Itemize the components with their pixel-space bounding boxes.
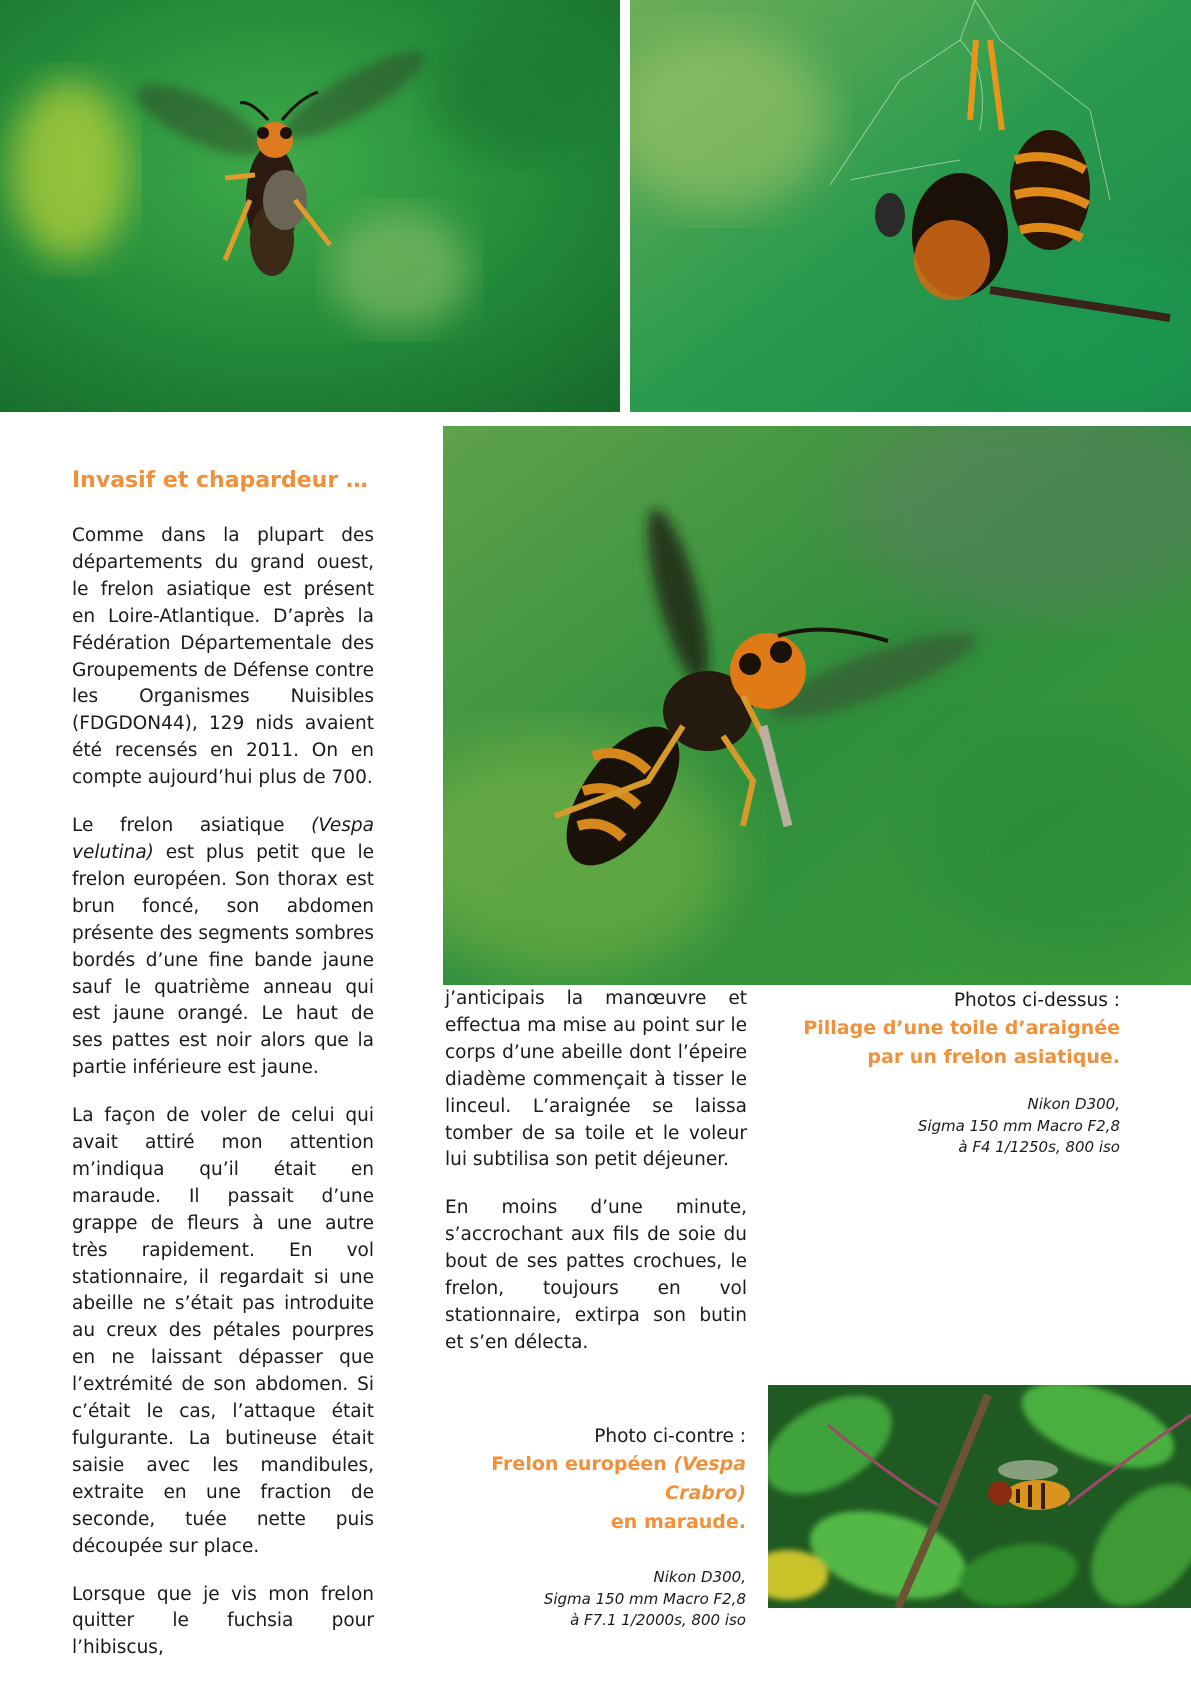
camera-lens: Sigma 150 mm Macro F2,8 (543, 1589, 746, 1608)
paragraph-intro: Comme dans la plupart des départements du grand ouest, le frelon asiatique est présent en Loire-Atlantique. D’après la Fédération Départementale des Groupements de Défense contre les Organismes Nuisibles (FDGDON44), 129 nids avaient été recensés en 2011. On en compte aujourd’hui plus de 700. (72, 525, 374, 789)
species-name-crabro: (Vespa Crabro) (665, 1453, 746, 1504)
caption-camera-settings (430, 1567, 746, 1632)
camera-lens: Sigma 150 mm Macro F2,8 (917, 1116, 1120, 1135)
middle-text-column (445, 986, 747, 1357)
camera-body: Nikon D300, (653, 1568, 746, 1586)
article-heading: Invasif et chapardeur … (72, 468, 368, 493)
paragraph-hunting: La façon de voler de celui qui avait attiré mon attention m’indiqua qu’il était en maraude. Il passait d’une grappe de fleurs à une autre très rapidement. En vol stationnaire, il regardait si une abeille ne s’était pas introduite au creux des pétales pourpres en ne laissant dépasser que l’extrémité de son abdomen. Si c’était le cas, l’attaque était fulgurante. La butineuse était saisie avec les mandibules, extraite en une fraction de seconde, tuée nette puis découpée sur place. (72, 1105, 374, 1557)
paragraph-description-start: Le frelon asiatique (72, 815, 312, 837)
caption-title (430, 1450, 746, 1537)
photo-hornet-flying-with-prey (0, 0, 620, 412)
species-name-velutina: (Vespa velutina) (72, 815, 374, 863)
camera-exposure: à F4 1/1250s, 800 iso (958, 1138, 1120, 1156)
camera-exposure: à F7.1 1/2000s, 800 iso (570, 1611, 746, 1629)
caption-title-line: par un frelon asiatique. (867, 1046, 1120, 1068)
paragraph-anticipation: j’anticipais la manœuvre et effectua ma mise au point sur le corps d’une abeille dont l’épeire diadème commençait à tisser le linceul. L’araignée se laissa tomber de sa toile et le voleur lui subtilisa son petit déjeuner. (445, 988, 747, 1171)
caption-label: Photo ci-contre : (594, 1426, 746, 1447)
photo-hornets-on-spider-web (630, 0, 1191, 412)
caption-camera-settings (800, 1094, 1120, 1159)
caption-title-line: en maraude. (610, 1511, 746, 1533)
paragraph-continuation: Lorsque que je vis mon frelon quitter le fuchsia pour l’hibiscus, (72, 1583, 374, 1659)
caption-title (800, 1014, 1120, 1072)
paragraph-description (72, 813, 374, 1082)
caption-title-start: Frelon européen (491, 1453, 674, 1475)
paragraph-extraction: En moins d’une minute, s’accrochant aux fils de soie du bout de ses pattes crochues, le frelon, toujours en vol stationnaire, extirpa son butin et s’en délecta. (445, 1197, 747, 1353)
caption-label: Photos ci-dessus : (953, 990, 1120, 1011)
camera-body: Nikon D300, (1027, 1095, 1120, 1113)
caption-title-line (430, 1450, 746, 1508)
photo-european-hornet-leaves (768, 1385, 1191, 1608)
caption-photo-adjacent (430, 1424, 746, 1632)
caption-photos-above (800, 988, 1120, 1159)
caption-title-line: Pillage d’une toile d’araignée (803, 1017, 1120, 1039)
paragraph-description-end: est plus petit que le frelon européen. Son thorax est brun foncé, son abdomen présente des segments sombres bordés d’une fine bande jaune sauf le quatrième anneau qui est jaune orangé. Le haut de ses pattes est noir alors que la partie inférieure est jaune. (72, 841, 374, 1079)
photo-hornet-flight-closeup (443, 426, 1191, 985)
left-text-column (72, 523, 374, 1662)
